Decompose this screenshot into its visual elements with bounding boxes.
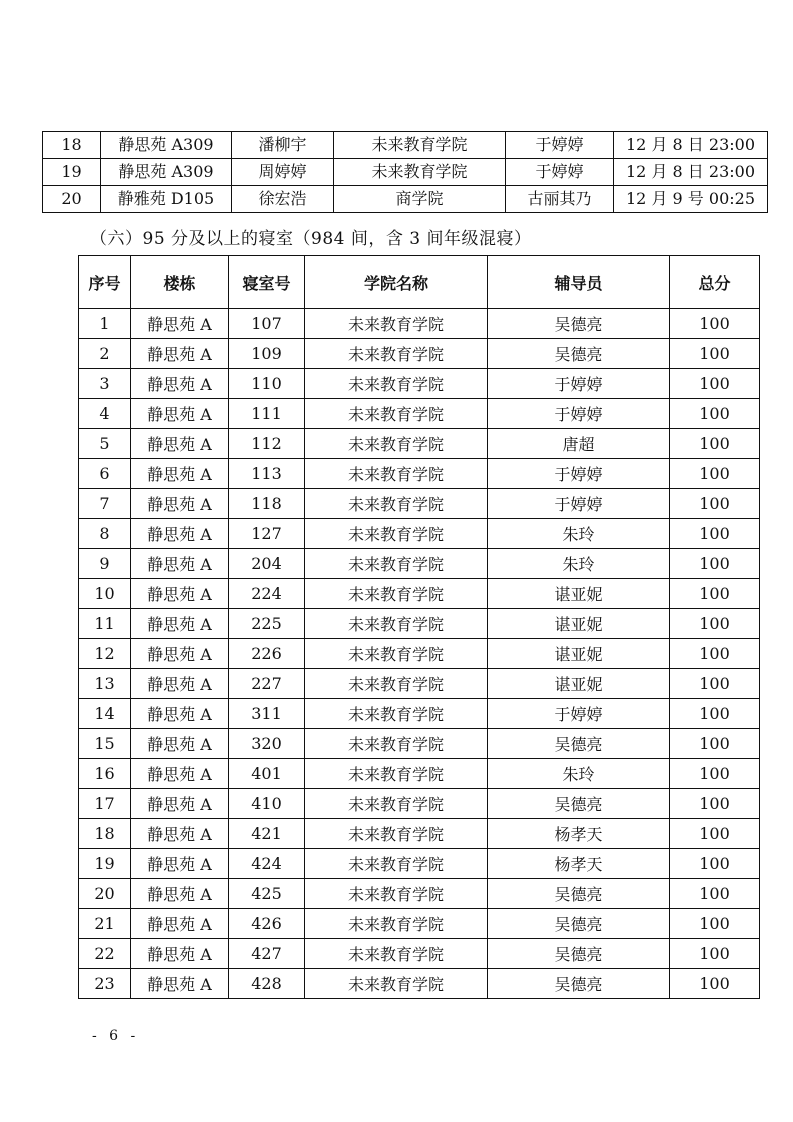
cell-college: 未来教育学院: [305, 699, 488, 729]
cell-index: 4: [79, 399, 131, 429]
cell-counselor: 谌亚妮: [488, 579, 670, 609]
cell-room: 421: [229, 819, 305, 849]
cell-index: 8: [79, 519, 131, 549]
table-row: [79, 789, 760, 819]
cell-score: 100: [670, 699, 760, 729]
cell-building: 静思苑 A: [131, 879, 229, 909]
cell-counselor: 杨孝天: [488, 819, 670, 849]
cell-counselor: 谌亚妮: [488, 669, 670, 699]
cell-room: 227: [229, 669, 305, 699]
cell-counselor: 吴德亮: [488, 909, 670, 939]
cell-score: 100: [670, 819, 760, 849]
cell-counselor: 于婷婷: [488, 699, 670, 729]
cell-index: 6: [79, 459, 131, 489]
cell-building: 静思苑 A: [131, 729, 229, 759]
cell-index: 2: [79, 339, 131, 369]
cell-room: 107: [229, 309, 305, 339]
cell-building: 静思苑 A: [131, 669, 229, 699]
cell-room: 225: [229, 609, 305, 639]
cell-score: 100: [670, 579, 760, 609]
cell-college: 未来教育学院: [305, 489, 488, 519]
cell-college: 未来教育学院: [305, 369, 488, 399]
cell-score: 100: [670, 759, 760, 789]
cell-building: 静思苑 A: [131, 309, 229, 339]
cell-index: 13: [79, 669, 131, 699]
cell-college: 未来教育学院: [334, 132, 506, 159]
cell-student: 潘柳宇: [232, 132, 334, 159]
table-row: [79, 579, 760, 609]
cell-college: 未来教育学院: [305, 519, 488, 549]
header-index: 序号: [79, 256, 131, 309]
cell-index: 22: [79, 939, 131, 969]
table-row: [79, 669, 760, 699]
cell-index: 7: [79, 489, 131, 519]
cell-college: 未来教育学院: [305, 549, 488, 579]
cell-college: 未来教育学院: [305, 879, 488, 909]
section-heading: （六）95 分及以上的寝室（984 间，含 3 间年级混寝）: [90, 229, 532, 249]
cell-room: 311: [229, 699, 305, 729]
cell-building: 静思苑 A: [131, 789, 229, 819]
cell-college: 未来教育学院: [305, 669, 488, 699]
cell-college: 未来教育学院: [305, 309, 488, 339]
cell-index: 21: [79, 909, 131, 939]
cell-college: 未来教育学院: [305, 789, 488, 819]
cell-counselor: 吴德亮: [488, 729, 670, 759]
table-row: [79, 549, 760, 579]
cell-room: 204: [229, 549, 305, 579]
cell-building: 静思苑 A: [131, 549, 229, 579]
cell-building: 静思苑 A: [131, 639, 229, 669]
table-row: [79, 819, 760, 849]
cell-index: 3: [79, 369, 131, 399]
cell-room: 427: [229, 939, 305, 969]
cell-building: 静思苑 A: [131, 969, 229, 999]
cell-score: 100: [670, 549, 760, 579]
cell-index: 20: [79, 879, 131, 909]
late-return-table-body: [43, 132, 768, 213]
cell-counselor: 吴德亮: [488, 879, 670, 909]
cell-counselor: 谌亚妮: [488, 639, 670, 669]
table-row: [43, 159, 768, 186]
cell-counselor: 古丽其乃: [506, 186, 614, 213]
cell-college: 未来教育学院: [305, 609, 488, 639]
cell-college: 未来教育学院: [334, 159, 506, 186]
cell-college: 未来教育学院: [305, 459, 488, 489]
cell-college: 未来教育学院: [305, 909, 488, 939]
cell-score: 100: [670, 309, 760, 339]
table-row: [79, 489, 760, 519]
table-row: [79, 909, 760, 939]
cell-index: 15: [79, 729, 131, 759]
cell-index: 5: [79, 429, 131, 459]
cell-score: 100: [670, 429, 760, 459]
cell-college: 未来教育学院: [305, 729, 488, 759]
table-row: [79, 519, 760, 549]
cell-index: 9: [79, 549, 131, 579]
table-row: [79, 969, 760, 999]
cell-building: 静思苑 A: [131, 339, 229, 369]
cell-college: 未来教育学院: [305, 939, 488, 969]
cell-college: 未来教育学院: [305, 639, 488, 669]
cell-score: 100: [670, 789, 760, 819]
table-row: [79, 309, 760, 339]
cell-time: 12 月 8 日 23:00: [614, 159, 768, 186]
cell-college: 未来教育学院: [305, 849, 488, 879]
cell-score: 100: [670, 969, 760, 999]
table-row: [43, 132, 768, 159]
cell-student: 周婷婷: [232, 159, 334, 186]
cell-score: 100: [670, 849, 760, 879]
cell-building: 静思苑 A: [131, 699, 229, 729]
table-row: [79, 459, 760, 489]
cell-score: 100: [670, 879, 760, 909]
cell-room: 428: [229, 969, 305, 999]
cell-counselor: 于婷婷: [506, 159, 614, 186]
cell-counselor: 于婷婷: [488, 459, 670, 489]
cell-index: 18: [43, 132, 101, 159]
page-number: - 6 -: [92, 1028, 140, 1044]
cell-counselor: 于婷婷: [488, 399, 670, 429]
cell-score: 100: [670, 669, 760, 699]
header-counselor: 辅导员: [488, 256, 670, 309]
cell-building: 静思苑 A: [131, 849, 229, 879]
cell-index: 20: [43, 186, 101, 213]
cell-score: 100: [670, 729, 760, 759]
cell-building: 静思苑 A: [131, 399, 229, 429]
table-row: [79, 729, 760, 759]
cell-building: 静思苑 A: [131, 369, 229, 399]
cell-room: 425: [229, 879, 305, 909]
cell-college: 未来教育学院: [305, 759, 488, 789]
cell-college: 商学院: [334, 186, 506, 213]
table-row: [79, 429, 760, 459]
cell-index: 1: [79, 309, 131, 339]
cell-counselor: 吴德亮: [488, 789, 670, 819]
cell-time: 12 月 8 日 23:00: [614, 132, 768, 159]
cell-room: 109: [229, 339, 305, 369]
cell-room: 224: [229, 579, 305, 609]
late-return-table: [42, 131, 768, 213]
cell-index: 10: [79, 579, 131, 609]
cell-score: 100: [670, 339, 760, 369]
cell-college: 未来教育学院: [305, 579, 488, 609]
table-row: [79, 759, 760, 789]
cell-room: 401: [229, 759, 305, 789]
cell-building: 静思苑 A: [131, 939, 229, 969]
cell-counselor: 杨孝天: [488, 849, 670, 879]
cell-index: 14: [79, 699, 131, 729]
cell-room: 113: [229, 459, 305, 489]
cell-building: 静思苑 A: [131, 429, 229, 459]
cell-score: 100: [670, 609, 760, 639]
cell-score: 100: [670, 399, 760, 429]
cell-index: 19: [79, 849, 131, 879]
cell-room: 静思苑 A309: [101, 159, 232, 186]
cell-counselor: 吴德亮: [488, 339, 670, 369]
cell-building: 静思苑 A: [131, 609, 229, 639]
cell-counselor: 谌亚妮: [488, 609, 670, 639]
dorm-score-table: [78, 255, 760, 999]
cell-building: 静思苑 A: [131, 519, 229, 549]
cell-index: 19: [43, 159, 101, 186]
cell-college: 未来教育学院: [305, 339, 488, 369]
cell-room: 426: [229, 909, 305, 939]
header-score: 总分: [670, 256, 760, 309]
cell-room: 424: [229, 849, 305, 879]
cell-counselor: 于婷婷: [506, 132, 614, 159]
dorm-score-table-body: [79, 309, 760, 999]
header-room: 寝室号: [229, 256, 305, 309]
table-row: [79, 399, 760, 429]
cell-counselor: 于婷婷: [488, 369, 670, 399]
cell-score: 100: [670, 909, 760, 939]
cell-room: 127: [229, 519, 305, 549]
table-row: [79, 609, 760, 639]
cell-score: 100: [670, 459, 760, 489]
cell-college: 未来教育学院: [305, 399, 488, 429]
table-row: [79, 879, 760, 909]
cell-score: 100: [670, 639, 760, 669]
cell-counselor: 朱玲: [488, 519, 670, 549]
table-row: [79, 699, 760, 729]
cell-building: 静思苑 A: [131, 579, 229, 609]
cell-score: 100: [670, 489, 760, 519]
table-row: [79, 939, 760, 969]
cell-building: 静思苑 A: [131, 909, 229, 939]
cell-index: 11: [79, 609, 131, 639]
table-row: [79, 339, 760, 369]
cell-score: 100: [670, 369, 760, 399]
cell-building: 静思苑 A: [131, 819, 229, 849]
cell-room: 111: [229, 399, 305, 429]
cell-room: 110: [229, 369, 305, 399]
cell-room: 112: [229, 429, 305, 459]
cell-student: 徐宏浩: [232, 186, 334, 213]
cell-building: 静思苑 A: [131, 759, 229, 789]
cell-index: 23: [79, 969, 131, 999]
cell-room: 320: [229, 729, 305, 759]
cell-counselor: 唐超: [488, 429, 670, 459]
table-row: [79, 849, 760, 879]
cell-counselor: 朱玲: [488, 549, 670, 579]
cell-index: 18: [79, 819, 131, 849]
table-row: [79, 369, 760, 399]
cell-college: 未来教育学院: [305, 819, 488, 849]
cell-index: 16: [79, 759, 131, 789]
cell-counselor: 于婷婷: [488, 489, 670, 519]
cell-room: 410: [229, 789, 305, 819]
cell-score: 100: [670, 939, 760, 969]
header-college: 学院名称: [305, 256, 488, 309]
cell-score: 100: [670, 519, 760, 549]
cell-room: 静思苑 A309: [101, 132, 232, 159]
cell-college: 未来教育学院: [305, 969, 488, 999]
cell-counselor: 吴德亮: [488, 969, 670, 999]
table-row: [79, 639, 760, 669]
cell-index: 17: [79, 789, 131, 819]
cell-room: 226: [229, 639, 305, 669]
cell-index: 12: [79, 639, 131, 669]
cell-counselor: 朱玲: [488, 759, 670, 789]
header-building: 楼栋: [131, 256, 229, 309]
table-header-row: [79, 256, 760, 309]
cell-building: 静思苑 A: [131, 459, 229, 489]
cell-counselor: 吴德亮: [488, 309, 670, 339]
table-row: [43, 186, 768, 213]
cell-college: 未来教育学院: [305, 429, 488, 459]
cell-time: 12 月 9 号 00:25: [614, 186, 768, 213]
cell-counselor: 吴德亮: [488, 939, 670, 969]
cell-building: 静思苑 A: [131, 489, 229, 519]
cell-room: 静雅苑 D105: [101, 186, 232, 213]
cell-room: 118: [229, 489, 305, 519]
